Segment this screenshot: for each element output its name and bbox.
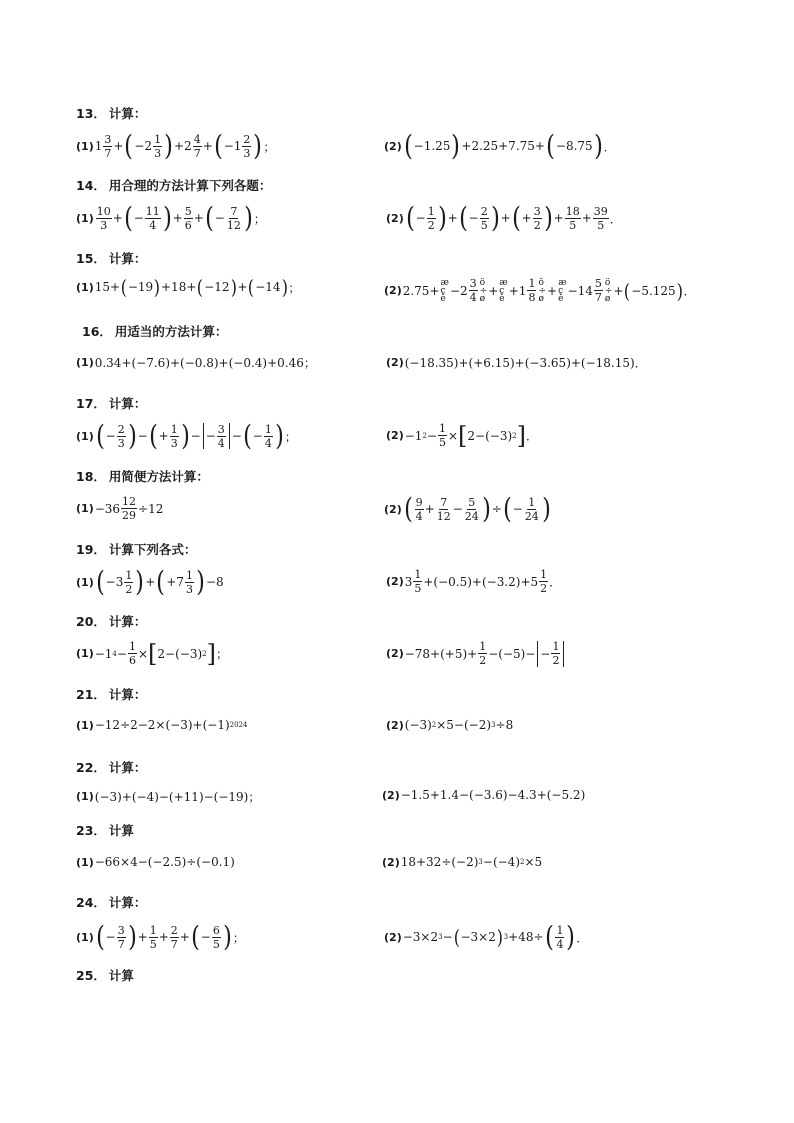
problem-18-header: [76, 467, 209, 485]
expr-22-2: [382, 788, 585, 802]
subpart-label: ( 1 ): [76, 502, 94, 515]
subpart-label: ( 1 ): [76, 576, 94, 589]
subpart-label: ( 1 ): [76, 356, 94, 369]
subpart-label: ( 2 ): [386, 719, 404, 732]
subpart-label: ( 2 ): [384, 931, 402, 944]
subpart-label: ( 2 ): [382, 789, 400, 802]
expr-text: (−3)+(−4)−(+11)−(−19)；: [94, 790, 261, 804]
expr-13-2: ( 2 ) ( −1.25 ) + 2.25+7.75+ ( −8.75 ) ．: [384, 132, 616, 160]
subpart-label: ( 1 ): [76, 931, 94, 944]
expr-21-1: [76, 718, 247, 732]
problem-title: 计算：: [108, 687, 147, 702]
expr-text: −12÷2−2×(−3)+(−1): [94, 718, 230, 732]
problem-19-header: [76, 540, 196, 558]
expr-text: −66×4−(−2.5)÷(−0.1): [94, 855, 235, 869]
exponent: 2024: [229, 721, 248, 729]
expr-16-2: [386, 354, 647, 371]
problem-number: 17．: [76, 396, 106, 411]
subpart-label: ( 2 ): [386, 356, 404, 369]
problem-number: 21．: [76, 687, 106, 702]
subpart-label: ( 2 ): [386, 647, 404, 660]
expr-20-2: ( 2 ) −78+(+5)+ 1 2 −(−5)− − 1 2: [386, 640, 566, 667]
expr-19-2: ( 2 ) 3 1 5 +(−0.5)+(−3.2)+5 1 2 ．: [386, 568, 561, 595]
problem-title: 用适当的方法计算：: [114, 324, 228, 339]
problem-title: 计算：: [108, 760, 147, 775]
subpart-label: ( 1 ): [76, 719, 94, 732]
expr-text: 2.25+7.75+: [471, 139, 545, 153]
subpart-label: ( 2 ): [384, 503, 402, 516]
expr-18-1: ( 1 ) −36 12 29 ÷12: [76, 495, 163, 522]
problem-14-header: [76, 176, 271, 194]
subpart-label: ( 1 ): [76, 856, 94, 869]
problem-23-header: [76, 821, 134, 839]
problem-title: 计算：: [108, 614, 147, 629]
expr-23-1: [76, 855, 235, 869]
expr-16-1: [76, 354, 316, 371]
problem-number: 14．: [76, 178, 106, 193]
subpart-label: ( 1 ): [76, 212, 94, 225]
expr-23-2: ( 2 ) 18+32÷(−2) 3 −(−4) 2 ×5: [382, 855, 542, 869]
expr-24-1: ( 1 ) ( − 3 7 ) + 1 5 + 2 7 + ( − 6 5 ) ；: [76, 923, 245, 951]
problem-15-header: [76, 249, 146, 267]
problem-title: 计算: [108, 823, 134, 838]
problem-number: 13．: [76, 106, 106, 121]
problem-number: 15．: [76, 251, 106, 266]
subpart-label: ( 2 ): [384, 284, 402, 297]
problem-title: 用简便方法计算：: [108, 469, 209, 484]
problem-22-header: [76, 758, 146, 776]
expr-15-2: ( 2 ) 2.75+ æ ç è −2 3 4 ö ÷ ø + æ ç è +1 1 8 ö ÷ ø + æ ç è −14 5 7 ö ÷ ø + ( −5.125 ) ．: [384, 277, 696, 304]
problem-title: 计算：: [108, 895, 147, 910]
subpart-label: ( 1 ): [76, 430, 94, 443]
subpart-label: ( 1 ): [76, 790, 94, 803]
problem-title: 计算：: [108, 106, 147, 121]
problem-number: 22．: [76, 760, 106, 775]
subpart-label: ( 1 ): [76, 647, 94, 660]
expr-17-1: ( 1 ) ( − 2 3 ) − ( + 1 3 ) − − 3 4 − ( − 1 4 ) ；: [76, 422, 297, 450]
problem-title: 计算: [108, 968, 134, 983]
problem-24-header: [76, 893, 146, 911]
expr-14-2: ( 2 ) ( − 1 2 ) + ( − 2 5 ) + ( + 3 2 ) + 18 5 + 39 5 ．: [386, 204, 622, 232]
subpart-label: ( 2 ): [386, 212, 404, 225]
problem-title: 计算：: [108, 251, 147, 266]
problem-title: 计算：: [108, 396, 147, 411]
problem-title: 用合理的方法计算下列各题：: [108, 178, 272, 193]
problem-number: 20．: [76, 614, 106, 629]
subpart-label: ( 2 ): [384, 140, 402, 153]
problem-17-header: [76, 394, 146, 412]
expr-18-2: ( 2 ) ( 9 4 + 7 12 − 5 24 ) ÷ ( − 1 24 ): [384, 495, 552, 523]
expr-13-1: ( 1 ) 1 3 7 + ( −2 1 3 ) +2 4 7 + ( −1 2 3 ) ；: [76, 132, 275, 160]
problem-20-header: [76, 612, 146, 630]
expr-21-2: ( 2 ) (−3) 2 ×5−(−2) 3 ÷8: [386, 718, 513, 732]
problem-title: 计算下列各式：: [108, 542, 197, 557]
expr-text: −1.5+1.4−(−3.6)−4.3+(−5.2): [400, 788, 586, 802]
problem-25-header: [76, 966, 134, 984]
problem-13-header: [76, 104, 146, 122]
expr-text: 0.34+(−7.6)+(−0.8)+(−0.4)+0.46；: [94, 356, 316, 370]
subpart-label: ( 2 ): [382, 856, 400, 869]
subpart-label: ( 1 ): [76, 140, 94, 153]
problem-21-header: [76, 685, 146, 703]
expr-15-1: ( 1 ) 15+ ( −19 ) +18+ ( −12 ) + ( −14 ) ；: [76, 277, 300, 297]
problem-number: 25．: [76, 968, 106, 983]
problem-number: 18．: [76, 469, 106, 484]
problem-16-header: [82, 322, 227, 340]
problem-number: 19．: [76, 542, 106, 557]
expr-text: (−18.35)+(+6.15)+(−3.65)+(−18.15)．: [404, 356, 647, 370]
problem-number: 16．: [82, 324, 112, 339]
expr-14-1: ( 1 ) 10 3 + ( − 11 4 ) + 5 6 + ( − 7 12 ) ；: [76, 204, 266, 232]
expr-19-1: ( 1 ) ( −3 1 2 ) + ( +7 1 3 ) −8: [76, 568, 224, 596]
problem-number: 24．: [76, 895, 106, 910]
expr-20-1: ( 1 ) −1 4 − 1 6 × [ 2−(−3) 2 ] ；: [76, 640, 228, 667]
expr-17-2: ( 2 ) −1 2 − 1 5 × [ 2−(−3) 2 ] ．: [386, 422, 538, 449]
subpart-label: ( 2 ): [386, 429, 404, 442]
expr-22-1: [76, 788, 260, 805]
subpart-label: ( 1 ): [76, 281, 94, 294]
subpart-label: ( 2 ): [386, 575, 404, 588]
expr-24-2: ( 2 ) −3×2 3 − ( −3×2 ) 3 +48÷ ( 1 4 ) ．: [384, 923, 588, 951]
problem-number: 23．: [76, 823, 106, 838]
